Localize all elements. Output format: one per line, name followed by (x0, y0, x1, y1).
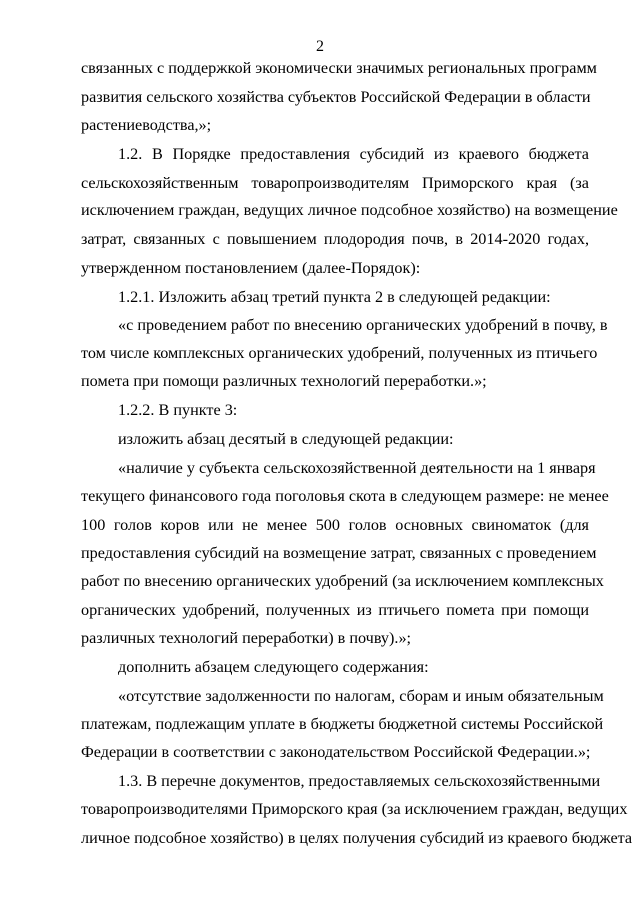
text-line: сельскохозяйственным товаропроизводителям Приморского края (за (81, 174, 589, 192)
text-line: «отсутствие задолженности по налогам, сборам и иным обязательным (118, 687, 604, 705)
page-number: 2 (316, 38, 324, 55)
text-line: товаропроизводителями Приморского края (за исключением граждан, ведущих (81, 800, 628, 818)
text-line: помета при помощи различных технологий переработки.»; (81, 372, 487, 390)
text-line: развития сельского хозяйства субъектов Российской Федерации в области (81, 88, 591, 106)
text-line: дополнить абзацем следующего содержания: (118, 658, 429, 676)
text-line: личное подсобное хозяйство) в целях получения субсидий из краевого бюджета (81, 829, 633, 847)
text-line: исключением граждан, ведущих личное подсобное хозяйство) на возмещение (81, 201, 618, 219)
text-line: растениеводства,»; (81, 116, 212, 134)
text-line: различных технологий переработки) в почву).»; (81, 629, 412, 647)
text-line: том числе комплексных органических удобрений, полученных из птичьего (81, 344, 598, 362)
text-line: 100 голов коров или не менее 500 голов основных свиноматок (для (81, 516, 589, 534)
text-line: платежам, подлежащим уплате в бюджеты бюджетной системы Российской (81, 715, 604, 733)
text-line: органических удобрений, полученных из птичьего помета при помощи (81, 601, 589, 619)
text-line: «наличие у субъекта сельскохозяйственной деятельности на 1 января (118, 459, 596, 477)
text-line: текущего финансового года поголовья скота в следующем размере: не менее (81, 487, 609, 505)
text-line: связанных с поддержкой экономически значимых региональных программ (81, 59, 597, 77)
text-line: 1.2.2. В пункте 3: (118, 401, 238, 419)
text-line: Федерации в соответствии с законодательством Российской Федерации.»; (81, 743, 591, 761)
text-line: предоставления субсидий на возмещение затрат, связанных с проведением (81, 544, 597, 562)
text-line: 1.3. В перечне документов, предоставляемых сельскохозяйственными (118, 772, 601, 790)
text-line: 1.2.1. Изложить абзац третий пункта 2 в следующей редакции: (118, 288, 551, 306)
text-line: 1.2. В Порядке предоставления субсидий из краевого бюджета (118, 145, 589, 163)
text-line: изложить абзац десятый в следующей редакции: (118, 430, 454, 448)
text-line: работ по внесению органических удобрений (за исключением комплексных (81, 572, 604, 590)
text-line: затрат, связанных с повышением плодородия почв, в 2014-2020 годах, (81, 230, 589, 248)
text-line: утвержденном постановлением (далее-Порядок): (81, 259, 421, 277)
text-line: «с проведением работ по внесению органических удобрений в почву, в (118, 316, 608, 334)
